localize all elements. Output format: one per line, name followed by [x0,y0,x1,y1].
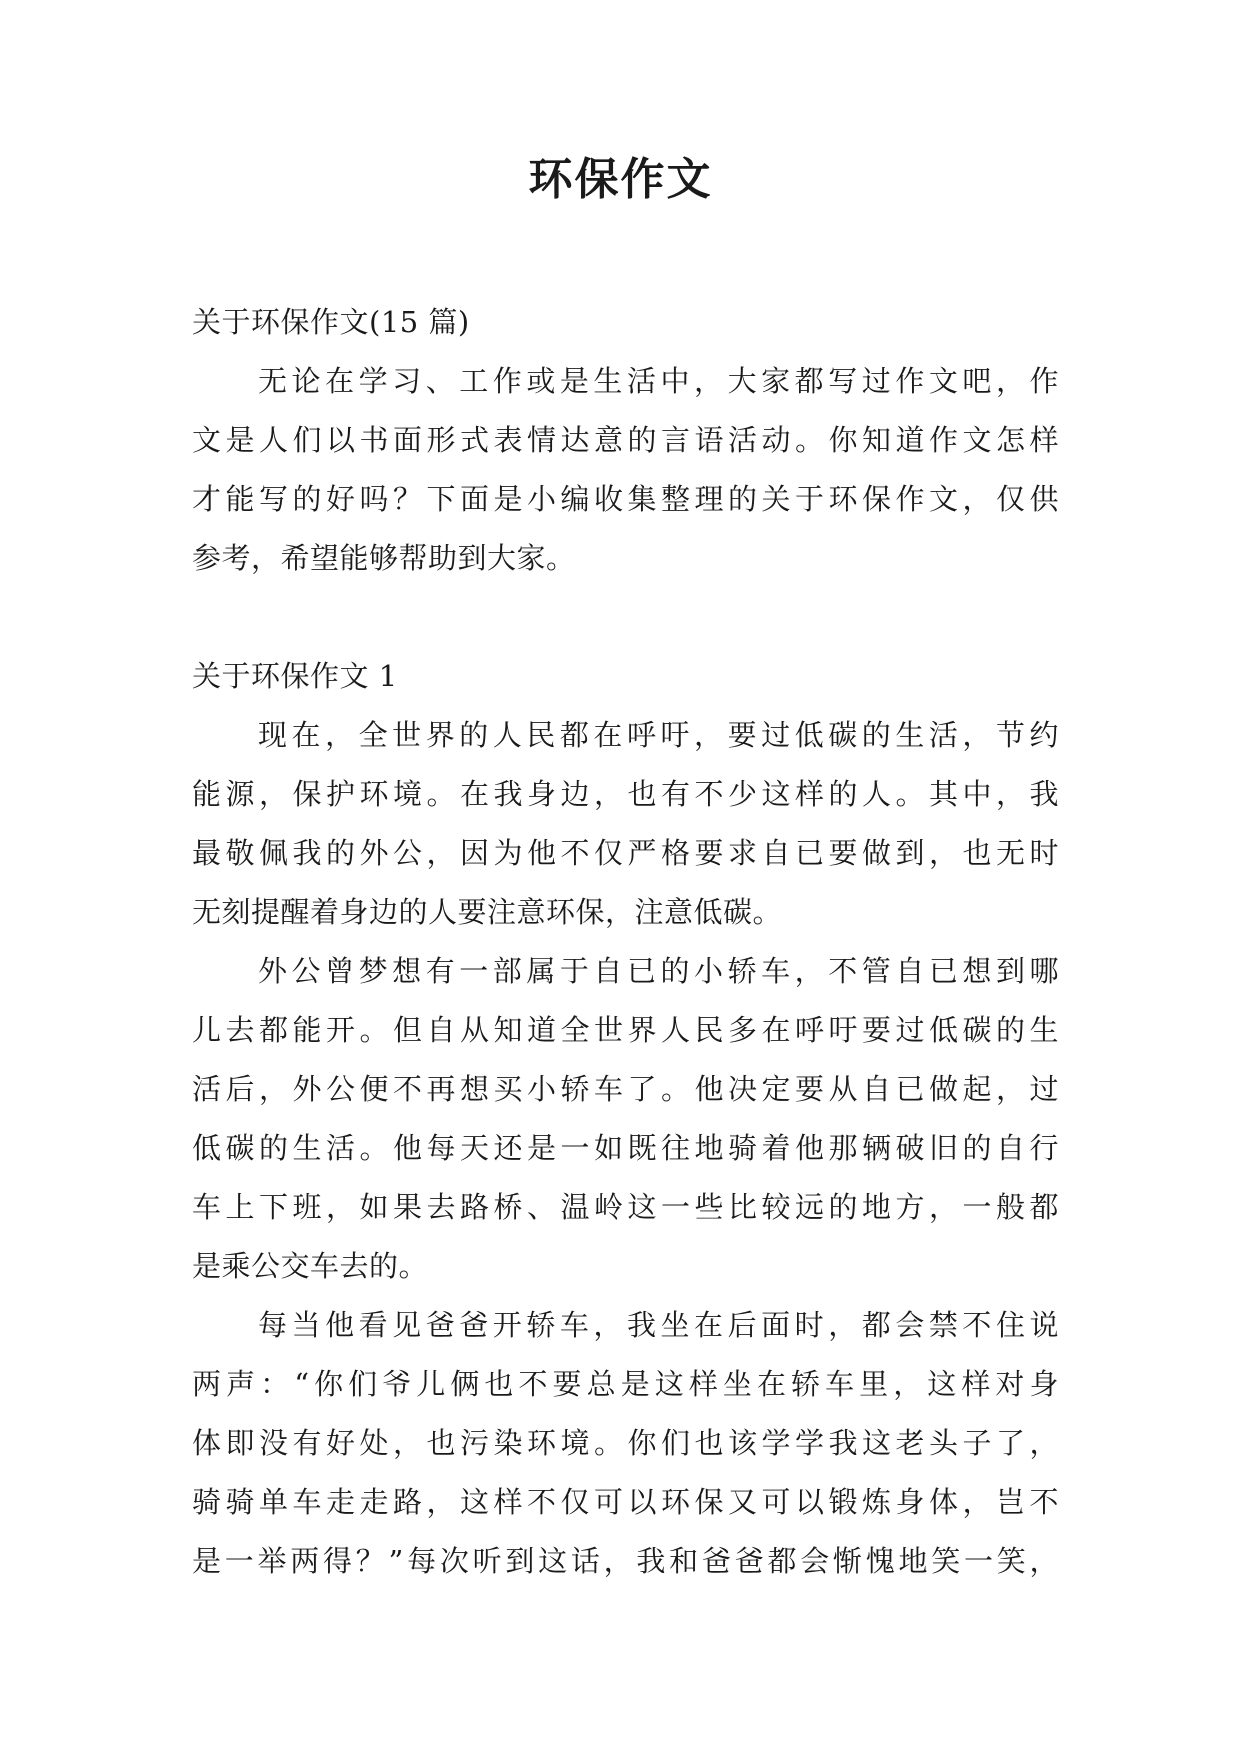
document-heading: 关于环保作文(15 篇) [192,305,470,339]
intro-paragraph [192,352,1059,588]
paragraph-2 [192,942,1059,1296]
text-line: 文是人们以书面形式表情达意的言语活动。你知道作文怎样 [192,423,1059,457]
paragraph-1 [192,706,1059,942]
text-line: 最敬佩我的外公，因为他不仅严格要求自已要做到，也无时 [192,836,1059,870]
text-line: 体即没有好处，也污染环境。你们也该学学我这老头子了， [192,1426,1059,1460]
text-line: 外公曾梦想有一部属于自已的小轿车，不管自已想到哪 [258,954,1059,988]
text-line: 车上下班，如果去路桥、温岭这一些比较远的地方，一般都 [192,1190,1059,1224]
text-line: 每当他看见爸爸开轿车，我坐在后面时，都会禁不住说 [258,1308,1059,1342]
text-line: 低碳的生活。他每天还是一如既往地骑着他那辆破旧的自行 [192,1131,1059,1165]
text-line: 活后，外公便不再想买小轿车了。他决定要从自已做起，过 [192,1072,1059,1106]
document-title: 环保作文 [528,154,713,205]
section-title: 关于环保作文 1 [192,659,398,693]
text-line: 无论在学习、工作或是生活中，大家都写过作文吧，作 [258,364,1059,398]
text-line: 儿去都能开。但自从知道全世界人民多在呼吁要过低碳的生 [192,1013,1059,1047]
text-line: 参考，希望能够帮助到大家。 [192,541,576,575]
text-line: 是一举两得？”每次听到这话，我和爸爸都会惭愧地笑一笑， [192,1544,1059,1578]
text-line: 能源，保护环境。在我身边，也有不少这样的人。其中，我 [192,777,1059,811]
text-line: 骑骑单车走走路，这样不仅可以环保又可以锻炼身体，岂不 [192,1485,1059,1519]
text-line: 现在，全世界的人民都在呼吁，要过低碳的生活，节约 [258,718,1059,752]
paragraph-spacer [192,588,1059,647]
text-line: 才能写的好吗？下面是小编收集整理的关于环保作文，仅供 [192,482,1059,516]
text-line: 无刻提醒着身边的人要注意环保，注意低碳。 [192,895,783,929]
document-body [192,293,1059,1591]
text-line: 是乘公交车去的。 [192,1249,429,1283]
paragraph-3 [192,1296,1059,1591]
text-line: 两声：“你们爷儿俩也不要总是这样坐在轿车里，这样对身 [192,1367,1059,1401]
